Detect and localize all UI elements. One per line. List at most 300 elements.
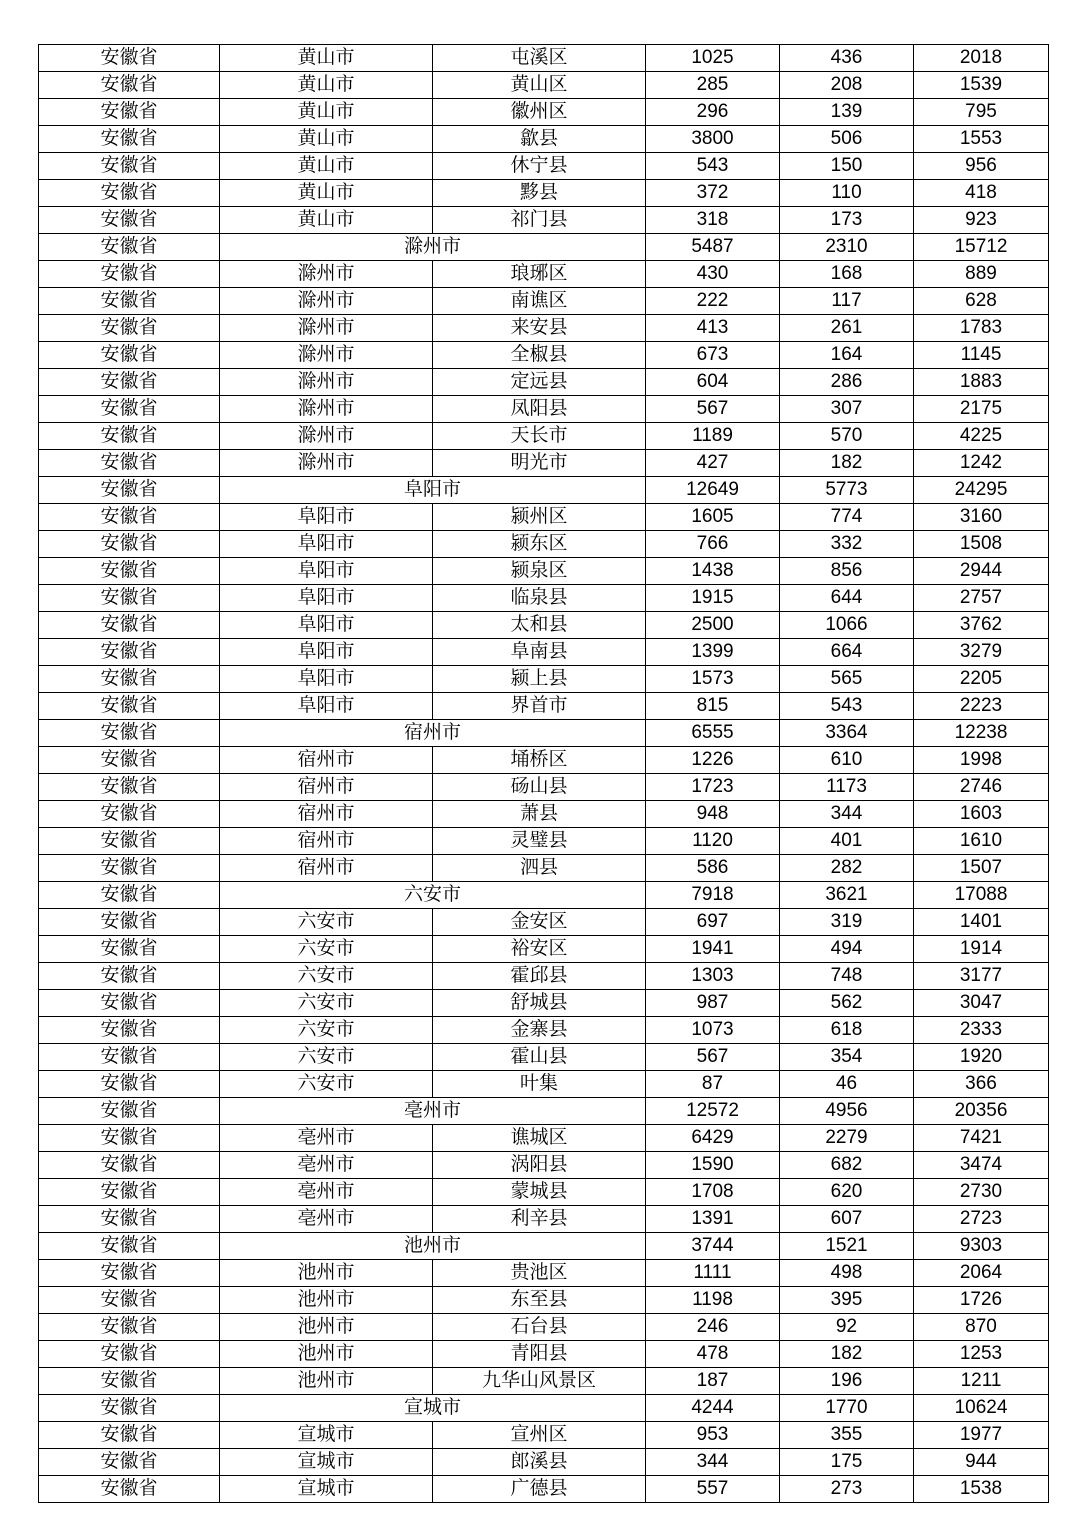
cell-city: 黄山市 bbox=[220, 180, 433, 207]
cell-city: 宿州市 bbox=[220, 828, 433, 855]
cell-value-2: 436 bbox=[780, 45, 914, 72]
cell-value-3: 1998 bbox=[914, 747, 1049, 774]
cell-city: 亳州市 bbox=[220, 1125, 433, 1152]
cell-value-2: 182 bbox=[780, 1341, 914, 1368]
cell-value-3: 7421 bbox=[914, 1125, 1049, 1152]
cell-city: 阜阳市 bbox=[220, 639, 433, 666]
cell-county: 蒙城县 bbox=[433, 1179, 646, 1206]
cell-value-3: 1538 bbox=[914, 1476, 1049, 1503]
cell-value-1: 87 bbox=[646, 1071, 780, 1098]
cell-county: 裕安区 bbox=[433, 936, 646, 963]
cell-city-total: 池州市 bbox=[220, 1233, 646, 1260]
cell-county: 祁门县 bbox=[433, 207, 646, 234]
cell-value-3: 3279 bbox=[914, 639, 1049, 666]
cell-value-1: 413 bbox=[646, 315, 780, 342]
cell-value-3: 2018 bbox=[914, 45, 1049, 72]
cell-value-2: 2279 bbox=[780, 1125, 914, 1152]
cell-value-1: 1120 bbox=[646, 828, 780, 855]
cell-county: 阜南县 bbox=[433, 639, 646, 666]
cell-province: 安徽省 bbox=[39, 801, 220, 828]
table-row bbox=[39, 126, 1049, 153]
cell-county: 颍泉区 bbox=[433, 558, 646, 585]
cell-value-1: 543 bbox=[646, 153, 780, 180]
cell-value-2: 282 bbox=[780, 855, 914, 882]
cell-province: 安徽省 bbox=[39, 99, 220, 126]
cell-city: 六安市 bbox=[220, 909, 433, 936]
table-row bbox=[39, 1179, 1049, 1206]
cell-value-3: 3762 bbox=[914, 612, 1049, 639]
cell-city: 滁州市 bbox=[220, 315, 433, 342]
cell-county: 埇桥区 bbox=[433, 747, 646, 774]
table-row bbox=[39, 288, 1049, 315]
cell-province: 安徽省 bbox=[39, 1314, 220, 1341]
cell-value-3: 2223 bbox=[914, 693, 1049, 720]
table-row bbox=[39, 612, 1049, 639]
cell-city: 滁州市 bbox=[220, 261, 433, 288]
cell-province: 安徽省 bbox=[39, 1071, 220, 1098]
cell-value-3: 17088 bbox=[914, 882, 1049, 909]
cell-city: 黄山市 bbox=[220, 126, 433, 153]
cell-value-1: 567 bbox=[646, 1044, 780, 1071]
cell-city: 黄山市 bbox=[220, 207, 433, 234]
cell-value-2: 2310 bbox=[780, 234, 914, 261]
table-row bbox=[39, 369, 1049, 396]
cell-county: 叶集 bbox=[433, 1071, 646, 1098]
cell-value-1: 2500 bbox=[646, 612, 780, 639]
cell-value-1: 1226 bbox=[646, 747, 780, 774]
table-row bbox=[39, 180, 1049, 207]
cell-value-3: 889 bbox=[914, 261, 1049, 288]
cell-value-3: 956 bbox=[914, 153, 1049, 180]
table-row bbox=[39, 855, 1049, 882]
cell-value-1: 6429 bbox=[646, 1125, 780, 1152]
cell-value-3: 1401 bbox=[914, 909, 1049, 936]
table-row bbox=[39, 882, 1049, 909]
cell-county: 金寨县 bbox=[433, 1017, 646, 1044]
cell-value-1: 1025 bbox=[646, 45, 780, 72]
cell-city: 六安市 bbox=[220, 1071, 433, 1098]
cell-value-3: 1145 bbox=[914, 342, 1049, 369]
cell-county: 界首市 bbox=[433, 693, 646, 720]
cell-value-1: 1941 bbox=[646, 936, 780, 963]
table-row bbox=[39, 504, 1049, 531]
cell-value-1: 5487 bbox=[646, 234, 780, 261]
cell-province: 安徽省 bbox=[39, 774, 220, 801]
cell-value-1: 604 bbox=[646, 369, 780, 396]
cell-value-2: 150 bbox=[780, 153, 914, 180]
table-body bbox=[39, 45, 1049, 1503]
cell-value-1: 586 bbox=[646, 855, 780, 882]
cell-city-total: 滁州市 bbox=[220, 234, 646, 261]
cell-county: 灵璧县 bbox=[433, 828, 646, 855]
cell-province: 安徽省 bbox=[39, 855, 220, 882]
cell-value-1: 285 bbox=[646, 72, 780, 99]
cell-province: 安徽省 bbox=[39, 234, 220, 261]
cell-value-3: 2730 bbox=[914, 1179, 1049, 1206]
cell-city: 宣城市 bbox=[220, 1476, 433, 1503]
cell-value-3: 10624 bbox=[914, 1395, 1049, 1422]
cell-value-2: 562 bbox=[780, 990, 914, 1017]
cell-city: 宿州市 bbox=[220, 855, 433, 882]
cell-value-3: 870 bbox=[914, 1314, 1049, 1341]
cell-province: 安徽省 bbox=[39, 639, 220, 666]
cell-value-1: 4244 bbox=[646, 1395, 780, 1422]
cell-city: 宣城市 bbox=[220, 1422, 433, 1449]
table-row bbox=[39, 990, 1049, 1017]
table-row bbox=[39, 1233, 1049, 1260]
table-row bbox=[39, 747, 1049, 774]
cell-city: 黄山市 bbox=[220, 45, 433, 72]
cell-city: 池州市 bbox=[220, 1341, 433, 1368]
cell-value-2: 1770 bbox=[780, 1395, 914, 1422]
cell-city-total: 亳州市 bbox=[220, 1098, 646, 1125]
cell-value-3: 795 bbox=[914, 99, 1049, 126]
table-row bbox=[39, 207, 1049, 234]
cell-value-2: 494 bbox=[780, 936, 914, 963]
table-row bbox=[39, 531, 1049, 558]
cell-city: 亳州市 bbox=[220, 1179, 433, 1206]
cell-province: 安徽省 bbox=[39, 585, 220, 612]
cell-city: 阜阳市 bbox=[220, 558, 433, 585]
cell-county: 涡阳县 bbox=[433, 1152, 646, 1179]
cell-value-3: 1977 bbox=[914, 1422, 1049, 1449]
cell-province: 安徽省 bbox=[39, 990, 220, 1017]
cell-province: 安徽省 bbox=[39, 1125, 220, 1152]
cell-value-1: 1303 bbox=[646, 963, 780, 990]
table-row bbox=[39, 1098, 1049, 1125]
table-row bbox=[39, 1395, 1049, 1422]
cell-value-3: 2757 bbox=[914, 585, 1049, 612]
cell-city: 阜阳市 bbox=[220, 531, 433, 558]
cell-province: 安徽省 bbox=[39, 1152, 220, 1179]
cell-value-2: 664 bbox=[780, 639, 914, 666]
cell-city-total: 六安市 bbox=[220, 882, 646, 909]
cell-value-2: 401 bbox=[780, 828, 914, 855]
cell-county: 黟县 bbox=[433, 180, 646, 207]
cell-county: 屯溪区 bbox=[433, 45, 646, 72]
cell-value-1: 1438 bbox=[646, 558, 780, 585]
cell-value-2: 110 bbox=[780, 180, 914, 207]
cell-value-2: 5773 bbox=[780, 477, 914, 504]
cell-province: 安徽省 bbox=[39, 1422, 220, 1449]
cell-province: 安徽省 bbox=[39, 558, 220, 585]
cell-county: 颍上县 bbox=[433, 666, 646, 693]
cell-province: 安徽省 bbox=[39, 396, 220, 423]
cell-value-3: 3474 bbox=[914, 1152, 1049, 1179]
cell-county: 广德县 bbox=[433, 1476, 646, 1503]
cell-province: 安徽省 bbox=[39, 153, 220, 180]
cell-value-2: 1173 bbox=[780, 774, 914, 801]
cell-city: 黄山市 bbox=[220, 72, 433, 99]
cell-value-2: 610 bbox=[780, 747, 914, 774]
cell-value-2: 620 bbox=[780, 1179, 914, 1206]
cell-county: 黄山区 bbox=[433, 72, 646, 99]
cell-value-2: 570 bbox=[780, 423, 914, 450]
cell-city: 滁州市 bbox=[220, 288, 433, 315]
table-row bbox=[39, 936, 1049, 963]
cell-value-2: 498 bbox=[780, 1260, 914, 1287]
cell-value-1: 3744 bbox=[646, 1233, 780, 1260]
cell-value-1: 478 bbox=[646, 1341, 780, 1368]
cell-value-2: 261 bbox=[780, 315, 914, 342]
cell-value-3: 923 bbox=[914, 207, 1049, 234]
cell-city: 池州市 bbox=[220, 1314, 433, 1341]
cell-value-1: 1605 bbox=[646, 504, 780, 531]
table-row bbox=[39, 801, 1049, 828]
cell-value-3: 3160 bbox=[914, 504, 1049, 531]
cell-county: 颍州区 bbox=[433, 504, 646, 531]
table-row bbox=[39, 720, 1049, 747]
cell-value-3: 2723 bbox=[914, 1206, 1049, 1233]
cell-province: 安徽省 bbox=[39, 1233, 220, 1260]
table-row bbox=[39, 72, 1049, 99]
cell-value-2: 506 bbox=[780, 126, 914, 153]
cell-province: 安徽省 bbox=[39, 1287, 220, 1314]
cell-value-1: 318 bbox=[646, 207, 780, 234]
cell-province: 安徽省 bbox=[39, 261, 220, 288]
cell-value-3: 1253 bbox=[914, 1341, 1049, 1368]
cell-county: 金安区 bbox=[433, 909, 646, 936]
cell-value-1: 815 bbox=[646, 693, 780, 720]
cell-value-2: 1521 bbox=[780, 1233, 914, 1260]
cell-value-3: 3177 bbox=[914, 963, 1049, 990]
cell-city: 滁州市 bbox=[220, 423, 433, 450]
table-row bbox=[39, 828, 1049, 855]
cell-value-2: 607 bbox=[780, 1206, 914, 1233]
cell-value-3: 1242 bbox=[914, 450, 1049, 477]
cell-value-3: 12238 bbox=[914, 720, 1049, 747]
cell-province: 安徽省 bbox=[39, 1098, 220, 1125]
cell-value-1: 1723 bbox=[646, 774, 780, 801]
cell-county: 霍邱县 bbox=[433, 963, 646, 990]
table-row bbox=[39, 909, 1049, 936]
cell-province: 安徽省 bbox=[39, 747, 220, 774]
cell-value-2: 175 bbox=[780, 1449, 914, 1476]
cell-value-1: 187 bbox=[646, 1368, 780, 1395]
table-row bbox=[39, 1314, 1049, 1341]
cell-county: 太和县 bbox=[433, 612, 646, 639]
table-row bbox=[39, 234, 1049, 261]
cell-province: 安徽省 bbox=[39, 1206, 220, 1233]
cell-value-1: 1915 bbox=[646, 585, 780, 612]
cell-value-3: 1539 bbox=[914, 72, 1049, 99]
table-row bbox=[39, 639, 1049, 666]
cell-province: 安徽省 bbox=[39, 1044, 220, 1071]
cell-province: 安徽省 bbox=[39, 180, 220, 207]
cell-city: 池州市 bbox=[220, 1287, 433, 1314]
cell-province: 安徽省 bbox=[39, 1341, 220, 1368]
cell-county: 九华山风景区 bbox=[433, 1368, 646, 1395]
cell-city: 宣城市 bbox=[220, 1449, 433, 1476]
cell-city-total: 宿州市 bbox=[220, 720, 646, 747]
cell-city: 阜阳市 bbox=[220, 612, 433, 639]
cell-value-1: 1391 bbox=[646, 1206, 780, 1233]
table-row bbox=[39, 1125, 1049, 1152]
cell-city: 宿州市 bbox=[220, 774, 433, 801]
table-row bbox=[39, 1206, 1049, 1233]
cell-city: 黄山市 bbox=[220, 153, 433, 180]
table-row bbox=[39, 1260, 1049, 1287]
cell-city: 六安市 bbox=[220, 990, 433, 1017]
cell-province: 安徽省 bbox=[39, 45, 220, 72]
cell-value-2: 774 bbox=[780, 504, 914, 531]
cell-province: 安徽省 bbox=[39, 207, 220, 234]
cell-value-2: 856 bbox=[780, 558, 914, 585]
cell-value-2: 355 bbox=[780, 1422, 914, 1449]
cell-value-3: 4225 bbox=[914, 423, 1049, 450]
cell-value-1: 430 bbox=[646, 261, 780, 288]
table-row bbox=[39, 558, 1049, 585]
cell-province: 安徽省 bbox=[39, 936, 220, 963]
cell-province: 安徽省 bbox=[39, 666, 220, 693]
cell-province: 安徽省 bbox=[39, 1449, 220, 1476]
cell-value-1: 1198 bbox=[646, 1287, 780, 1314]
cell-county: 徽州区 bbox=[433, 99, 646, 126]
cell-province: 安徽省 bbox=[39, 612, 220, 639]
cell-county: 青阳县 bbox=[433, 1341, 646, 1368]
cell-city: 阜阳市 bbox=[220, 666, 433, 693]
cell-value-1: 948 bbox=[646, 801, 780, 828]
cell-value-1: 12572 bbox=[646, 1098, 780, 1125]
cell-value-2: 354 bbox=[780, 1044, 914, 1071]
cell-value-2: 173 bbox=[780, 207, 914, 234]
cell-province: 安徽省 bbox=[39, 1179, 220, 1206]
table-row bbox=[39, 585, 1049, 612]
cell-province: 安徽省 bbox=[39, 423, 220, 450]
cell-value-3: 1920 bbox=[914, 1044, 1049, 1071]
cell-city: 池州市 bbox=[220, 1368, 433, 1395]
cell-value-2: 46 bbox=[780, 1071, 914, 1098]
cell-value-1: 987 bbox=[646, 990, 780, 1017]
table-row bbox=[39, 261, 1049, 288]
cell-value-1: 344 bbox=[646, 1449, 780, 1476]
table-row bbox=[39, 45, 1049, 72]
table-row bbox=[39, 450, 1049, 477]
cell-value-3: 2333 bbox=[914, 1017, 1049, 1044]
cell-county: 临泉县 bbox=[433, 585, 646, 612]
cell-province: 安徽省 bbox=[39, 828, 220, 855]
cell-county: 东至县 bbox=[433, 1287, 646, 1314]
cell-value-1: 766 bbox=[646, 531, 780, 558]
cell-county: 泗县 bbox=[433, 855, 646, 882]
cell-city: 池州市 bbox=[220, 1260, 433, 1287]
cell-city: 宿州市 bbox=[220, 747, 433, 774]
cell-county: 歙县 bbox=[433, 126, 646, 153]
table-row bbox=[39, 1044, 1049, 1071]
cell-province: 安徽省 bbox=[39, 1395, 220, 1422]
table-row bbox=[39, 477, 1049, 504]
cell-value-2: 273 bbox=[780, 1476, 914, 1503]
cell-county: 石台县 bbox=[433, 1314, 646, 1341]
cell-value-2: 4956 bbox=[780, 1098, 914, 1125]
cell-province: 安徽省 bbox=[39, 342, 220, 369]
cell-county: 霍山县 bbox=[433, 1044, 646, 1071]
cell-value-2: 748 bbox=[780, 963, 914, 990]
cell-county: 定远县 bbox=[433, 369, 646, 396]
cell-value-2: 332 bbox=[780, 531, 914, 558]
cell-value-3: 2944 bbox=[914, 558, 1049, 585]
cell-value-1: 6555 bbox=[646, 720, 780, 747]
cell-value-2: 307 bbox=[780, 396, 914, 423]
table-row bbox=[39, 963, 1049, 990]
cell-value-1: 1399 bbox=[646, 639, 780, 666]
cell-province: 安徽省 bbox=[39, 369, 220, 396]
cell-value-2: 618 bbox=[780, 1017, 914, 1044]
cell-county: 颍东区 bbox=[433, 531, 646, 558]
table-row bbox=[39, 342, 1049, 369]
table-row bbox=[39, 1071, 1049, 1098]
cell-county: 贵池区 bbox=[433, 1260, 646, 1287]
table-row bbox=[39, 693, 1049, 720]
cell-county: 休宁县 bbox=[433, 153, 646, 180]
cell-county: 南谯区 bbox=[433, 288, 646, 315]
cell-county: 萧县 bbox=[433, 801, 646, 828]
table-row bbox=[39, 1287, 1049, 1314]
cell-value-2: 319 bbox=[780, 909, 914, 936]
cell-county: 琅琊区 bbox=[433, 261, 646, 288]
cell-value-1: 372 bbox=[646, 180, 780, 207]
cell-province: 安徽省 bbox=[39, 882, 220, 909]
cell-city: 滁州市 bbox=[220, 369, 433, 396]
cell-value-3: 628 bbox=[914, 288, 1049, 315]
cell-county: 全椒县 bbox=[433, 342, 646, 369]
cell-value-2: 1066 bbox=[780, 612, 914, 639]
cell-city: 阜阳市 bbox=[220, 693, 433, 720]
cell-value-1: 427 bbox=[646, 450, 780, 477]
cell-value-2: 117 bbox=[780, 288, 914, 315]
cell-city: 滁州市 bbox=[220, 396, 433, 423]
cell-county: 谯城区 bbox=[433, 1125, 646, 1152]
cell-value-3: 1508 bbox=[914, 531, 1049, 558]
cell-city: 亳州市 bbox=[220, 1152, 433, 1179]
cell-value-3: 366 bbox=[914, 1071, 1049, 1098]
cell-value-3: 9303 bbox=[914, 1233, 1049, 1260]
cell-value-2: 565 bbox=[780, 666, 914, 693]
cell-value-1: 557 bbox=[646, 1476, 780, 1503]
cell-province: 安徽省 bbox=[39, 1368, 220, 1395]
cell-city: 滁州市 bbox=[220, 450, 433, 477]
table-row bbox=[39, 1422, 1049, 1449]
cell-value-2: 139 bbox=[780, 99, 914, 126]
table-row bbox=[39, 1152, 1049, 1179]
cell-city: 六安市 bbox=[220, 1017, 433, 1044]
cell-value-3: 1211 bbox=[914, 1368, 1049, 1395]
cell-value-3: 3047 bbox=[914, 990, 1049, 1017]
cell-value-2: 543 bbox=[780, 693, 914, 720]
cell-value-3: 1914 bbox=[914, 936, 1049, 963]
table-row bbox=[39, 1449, 1049, 1476]
cell-county: 舒城县 bbox=[433, 990, 646, 1017]
cell-province: 安徽省 bbox=[39, 720, 220, 747]
cell-province: 安徽省 bbox=[39, 477, 220, 504]
cell-value-2: 682 bbox=[780, 1152, 914, 1179]
cell-value-3: 1726 bbox=[914, 1287, 1049, 1314]
cell-value-3: 1610 bbox=[914, 828, 1049, 855]
cell-city: 阜阳市 bbox=[220, 504, 433, 531]
cell-value-3: 20356 bbox=[914, 1098, 1049, 1125]
cell-county: 凤阳县 bbox=[433, 396, 646, 423]
cell-value-2: 92 bbox=[780, 1314, 914, 1341]
cell-value-1: 296 bbox=[646, 99, 780, 126]
cell-value-1: 697 bbox=[646, 909, 780, 936]
cell-value-3: 2175 bbox=[914, 396, 1049, 423]
cell-value-1: 246 bbox=[646, 1314, 780, 1341]
cell-value-2: 286 bbox=[780, 369, 914, 396]
cell-province: 安徽省 bbox=[39, 1476, 220, 1503]
cell-value-3: 2205 bbox=[914, 666, 1049, 693]
cell-value-3: 2064 bbox=[914, 1260, 1049, 1287]
cell-province: 安徽省 bbox=[39, 288, 220, 315]
